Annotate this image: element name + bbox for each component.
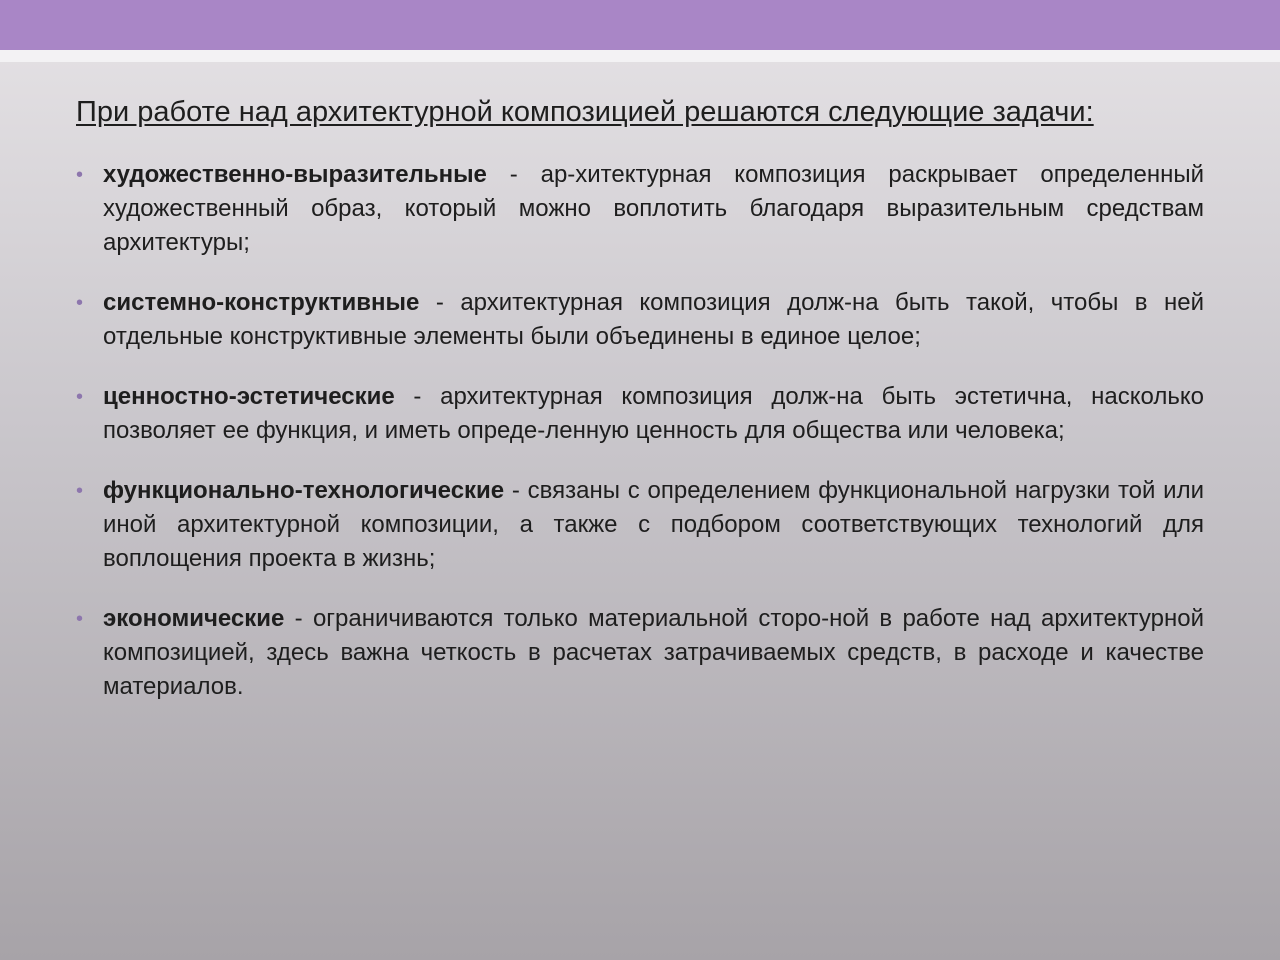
item-term: системно-конструктивные	[103, 289, 420, 316]
item-term: художественно-выразительные	[103, 161, 487, 188]
header-divider-strip	[0, 50, 1280, 62]
bullet-dot-icon: •	[76, 164, 84, 186]
list-item	[76, 474, 1204, 576]
list-item	[76, 602, 1204, 704]
list-item	[76, 286, 1204, 354]
slide-heading: При работе над архитектурной композицией решаются следующие задачи:	[76, 96, 1094, 128]
bullet-dot-icon: •	[76, 608, 84, 630]
item-description: - связаны с определением функциональной нагрузки той или иной архитектурной композиции, а также с подбором соответствующих технологий для воплощения проекта в жизнь;	[103, 477, 1204, 572]
item-description: - ар-хитектурная композиция раскрывает определенный художественный образ, который можно воплотить благодаря выразительным средствам архитектуры;	[103, 161, 1204, 256]
list-item	[76, 380, 1204, 448]
list-item	[76, 158, 1204, 260]
item-term: ценностно-эстетические	[103, 383, 395, 410]
top-accent-band	[0, 0, 1280, 50]
item-term: функционально-технологические	[103, 477, 505, 504]
item-description: - архитектурная композиция долж-на быть эстетична, насколько позволяет ее функция, и иметь опреде-ленную ценность для общества или человека;	[103, 383, 1204, 444]
bullet-dot-icon: •	[76, 480, 84, 502]
task-list	[76, 158, 1204, 730]
bullet-dot-icon: •	[76, 292, 84, 314]
item-description: - архитектурная композиция долж-на быть такой, чтобы в ней отдельные конструктивные элементы были объединены в единое целое;	[103, 289, 1204, 350]
bullet-dot-icon: •	[76, 386, 84, 408]
item-description: - ограничиваются только материальной сторо-ной в работе над архитектурной композицией, здесь важна четкость в расчетах затрачиваемых средств, в расходе и качестве материалов.	[103, 605, 1204, 700]
item-term: экономические	[103, 605, 285, 632]
